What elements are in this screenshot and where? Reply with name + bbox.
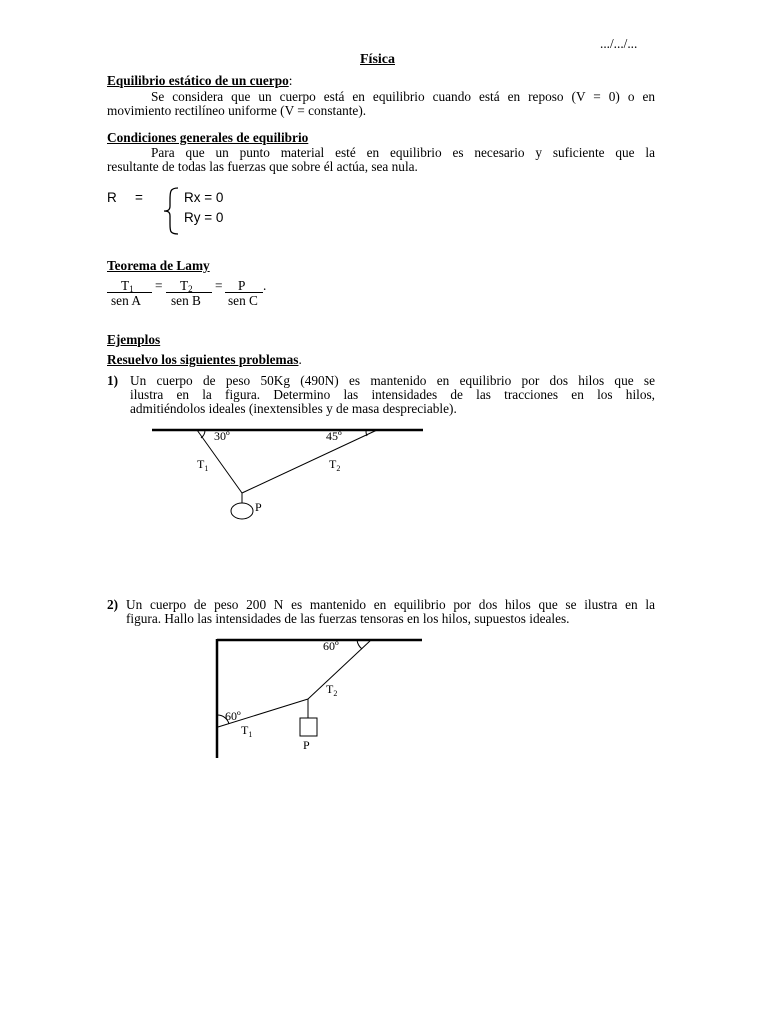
lamy-numerators — [107, 278, 267, 294]
lamy-sen-c: sen C — [228, 293, 258, 308]
curly-brace-icon — [160, 186, 184, 236]
weight-block — [300, 718, 317, 736]
label-t2: $T_2$ — [326, 682, 338, 698]
figure-problem-2 — [205, 630, 435, 765]
equation-rx: Rx = 0 — [184, 190, 224, 205]
angle-label-45: 45º — [326, 429, 342, 443]
equation-ry: Ry = 0 — [184, 210, 224, 225]
lamy-t1: $T_1$ — [121, 278, 134, 294]
section-heading-lamy: Teorema de Lamy — [107, 258, 210, 273]
lamy-dot: . — [263, 278, 267, 293]
equation-lhs: R — [107, 190, 117, 205]
examples-subheading-text: Resuelvo los siguientes problemas — [107, 352, 299, 367]
date-field: .../.../... — [600, 36, 638, 51]
paragraph-line: Se considera que un cuerpo está en equilibrio cuando está en reposo (V = 0) o en — [151, 89, 655, 104]
label-p: P — [303, 738, 310, 752]
problem-line: Un cuerpo de peso 50Kg (490N) es mantenido en equilibrio por dos hilos que se — [130, 373, 655, 388]
paragraph-line: resultante de todas las fuerzas que sobre él actúa, sea nula. — [107, 159, 418, 174]
equation-equals: = — [135, 190, 143, 205]
lamy-equals: = — [155, 278, 163, 293]
angle-label-30: 30º — [214, 429, 230, 443]
section-heading-text: Equilibrio estático de un cuerpo — [107, 73, 289, 88]
weight-body — [231, 503, 253, 519]
label-t1: $T_1$ — [197, 457, 209, 473]
lamy-equals: = — [215, 278, 223, 293]
angle-label-left: 60º — [225, 709, 241, 723]
problem-line: ilustra en la figura. Determino las intensidades de las tracciones en los hilos, — [130, 387, 655, 402]
problem-line: figura. Hallo las intensidades de las fuerzas tensoras en los hilos, supuestos ideales. — [126, 611, 570, 626]
label-t2: $T_2$ — [329, 457, 341, 473]
lamy-p: P — [238, 278, 246, 293]
lamy-sen-b: sen B — [171, 293, 201, 308]
period: . — [298, 352, 302, 367]
paragraph-line: Para que un punto material esté en equilibrio es necesario y suficiente que la — [151, 145, 655, 160]
problem-number: 2) — [107, 597, 119, 612]
heading-colon: : — [288, 73, 293, 88]
problem-line: admitiéndolos ideales (inextensibles y de masa despreciable). — [130, 401, 457, 416]
page-title: Física — [360, 52, 395, 67]
examples-subheading — [107, 352, 302, 367]
label-t1: $T_1$ — [241, 723, 253, 739]
lamy-sen-a: sen A — [111, 293, 141, 308]
problem-number: 1) — [107, 373, 119, 388]
section-heading-equilibrio — [107, 73, 292, 88]
paragraph-line: movimiento rectilíneo uniforme (V = constante). — [107, 103, 367, 118]
angle-arc-top — [357, 640, 362, 649]
string-t2 — [242, 430, 377, 493]
section-heading-ejemplos: Ejemplos — [107, 332, 161, 347]
problem-line: Un cuerpo de peso 200 N es mantenido en equilibrio por dos hilos que se ilustra en la — [126, 597, 655, 612]
section-heading-condiciones: Condiciones generales de equilibrio — [107, 130, 309, 145]
label-p: P — [255, 500, 262, 514]
lamy-t2: $T_2$ — [180, 278, 193, 294]
angle-label-top: 60º — [323, 639, 339, 653]
figure-problem-1 — [140, 420, 440, 530]
